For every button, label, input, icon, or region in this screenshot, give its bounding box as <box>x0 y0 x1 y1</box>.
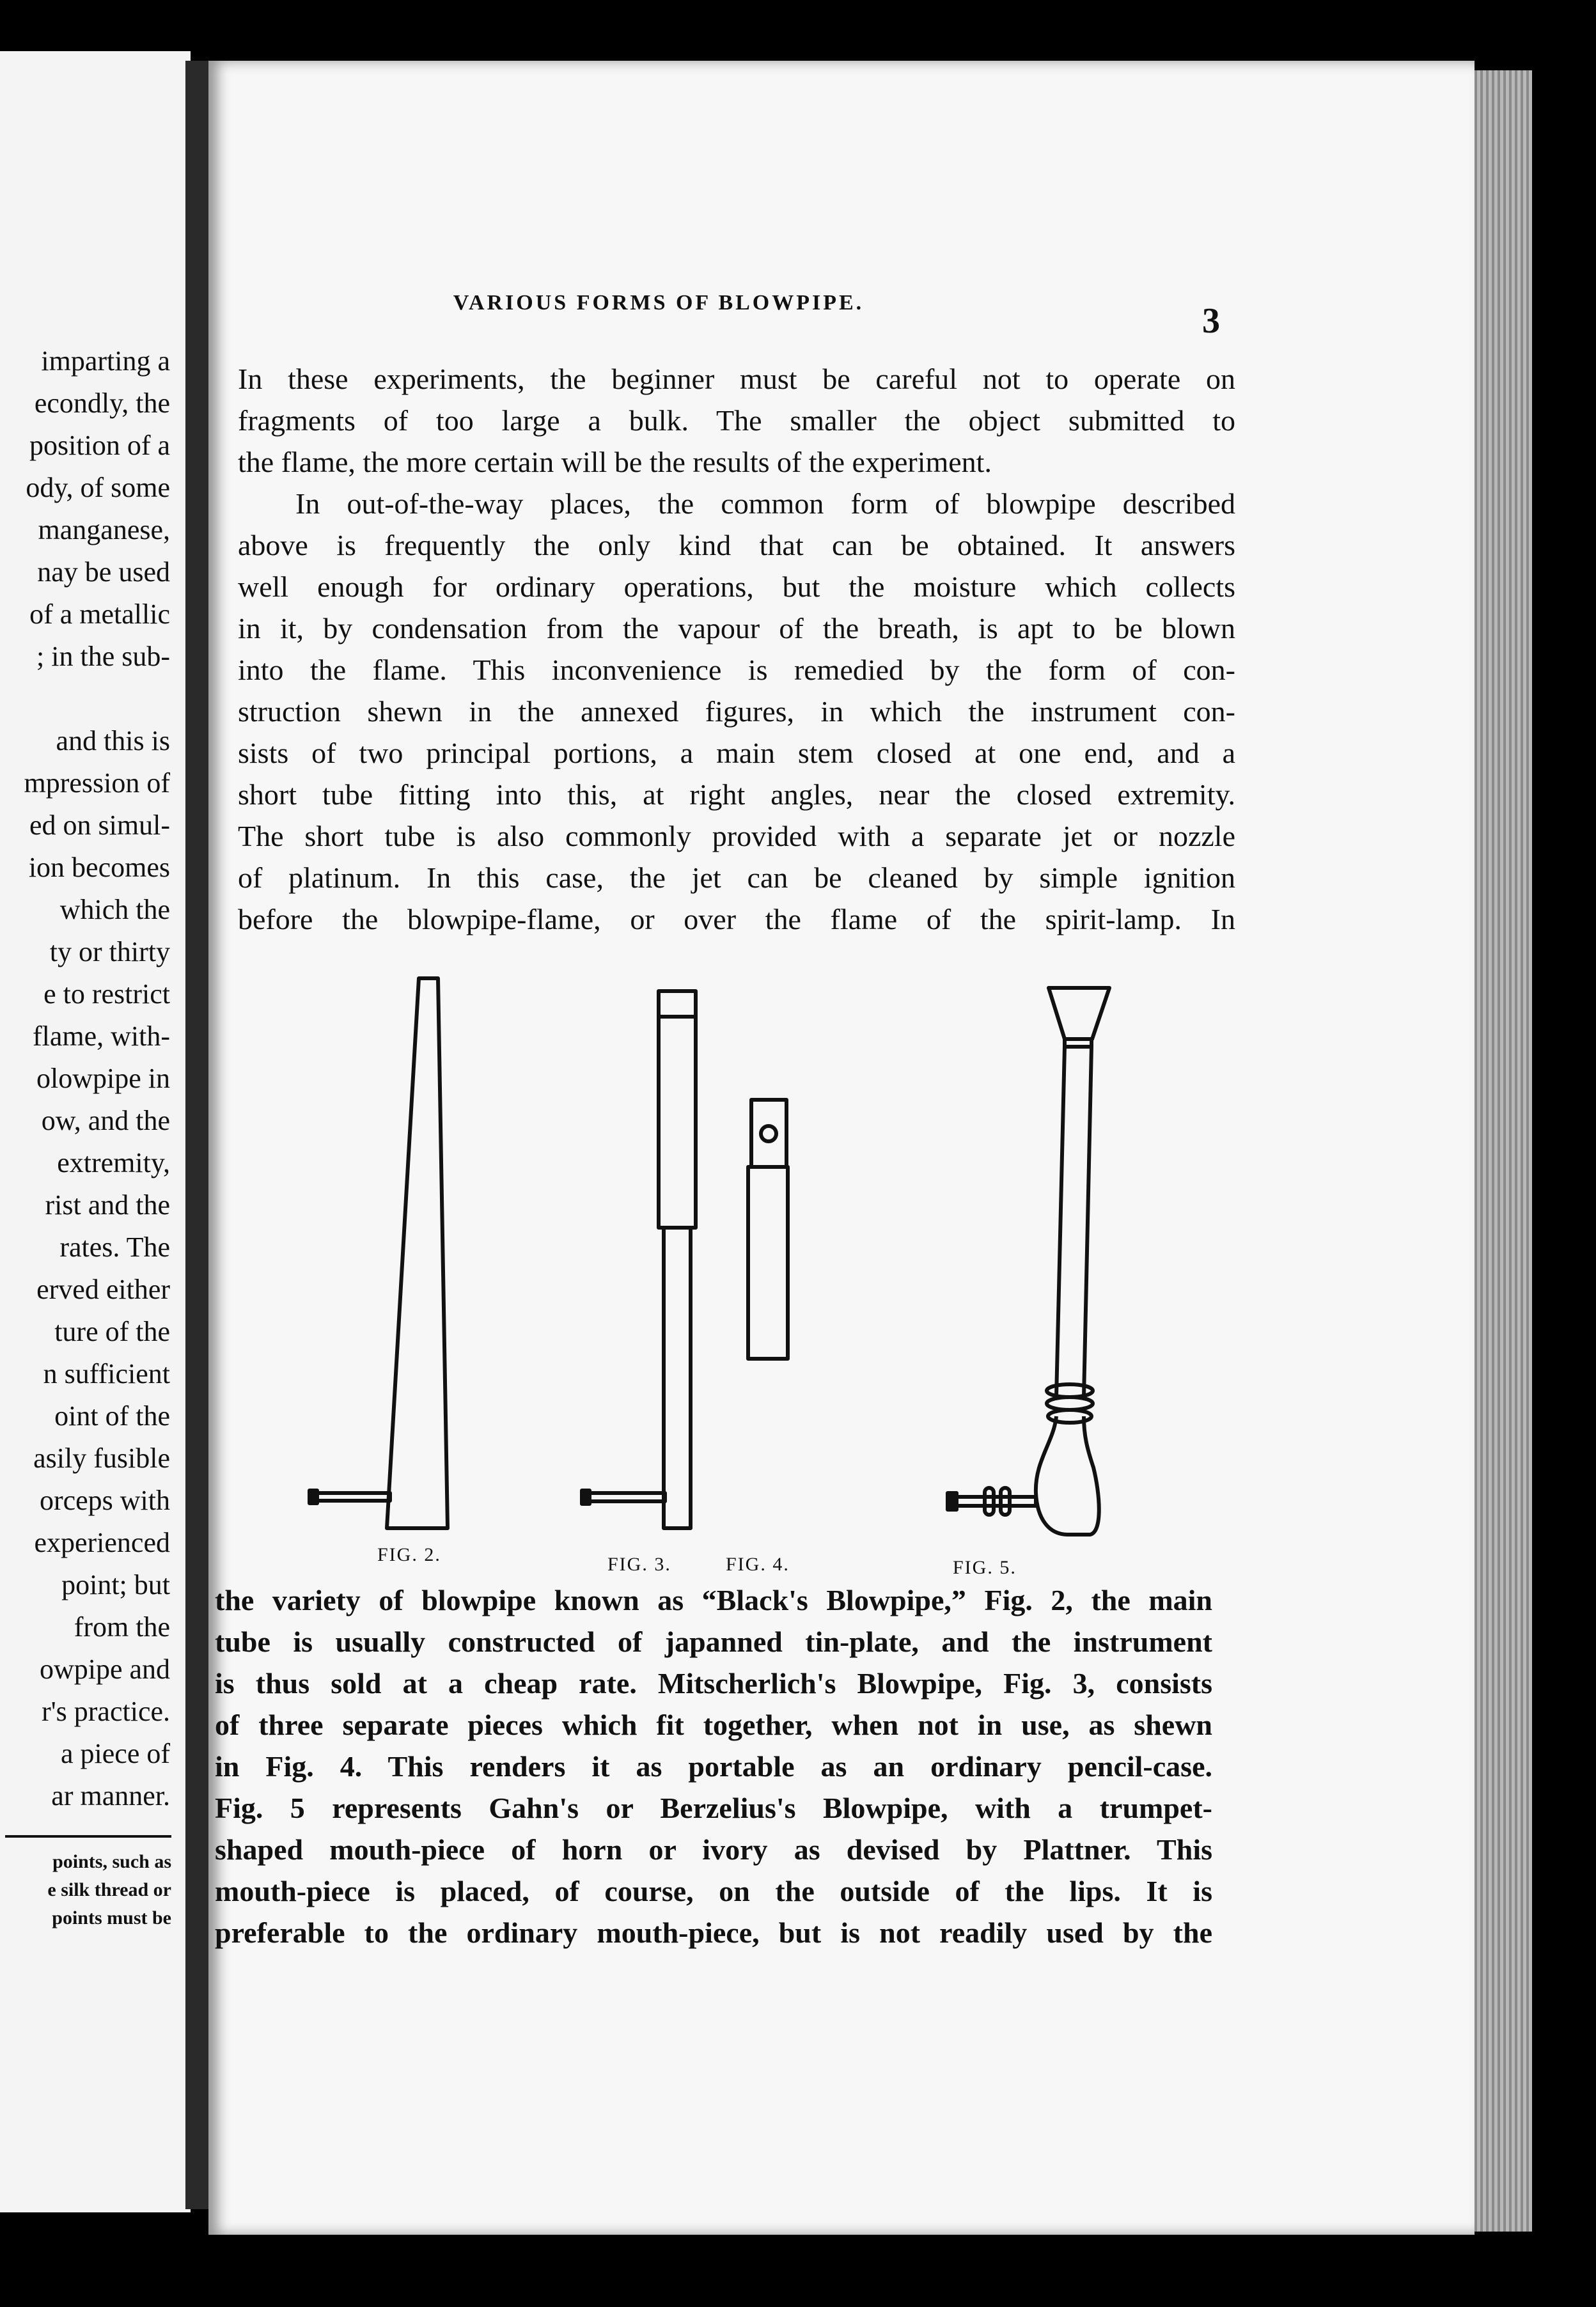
text-line: of three separate pieces which fit together, when not in use, as shewn <box>215 1709 1212 1741</box>
facing-page-footnote-line: points must be <box>52 1907 171 1928</box>
facing-page-line: which the <box>59 894 170 925</box>
text-line: of platinum. In this case, the jet can be cleaned by simple ignition <box>238 861 1235 894</box>
facing-page-line: ture of the <box>54 1316 170 1347</box>
facing-page-line: r's practice. <box>42 1696 170 1727</box>
text-line: before the blowpipe-flame, or over the flame of the spirit-lamp. In <box>238 903 1235 935</box>
body-text-top <box>238 358 1235 940</box>
facing-page-line <box>0 678 170 720</box>
text-line: the variety of blowpipe known as “Black's Blowpipe,” Fig. 2, the main <box>215 1584 1212 1616</box>
text-line: sists of two principal portions, a main stem closed at one end, and a <box>238 737 1235 769</box>
facing-page-footnote-line: points, such as <box>52 1851 171 1872</box>
facing-page-line: orceps with <box>39 1485 170 1516</box>
facing-page-line: rist and the <box>45 1189 170 1221</box>
fig5-gahns-blowpipe-illustration <box>948 988 1109 1535</box>
facing-page-line: ; in the sub- <box>36 641 170 672</box>
text-line: fragments of too large a bulk. The smaller the object submitted to <box>238 404 1235 437</box>
fig3-mitscherlich-blowpipe-illustration <box>582 991 696 1528</box>
facing-page-line: econdly, the <box>34 387 170 419</box>
facing-page-line: and this is <box>56 725 170 756</box>
facing-page-line: flame, with- <box>32 1021 170 1052</box>
text-line: In out-of-the-way places, the common form of blowpipe described <box>295 487 1235 520</box>
blowpipe-figures <box>281 956 1279 1583</box>
facing-page-line: n sufficient <box>43 1358 170 1389</box>
text-line: The short tube is also commonly provided with a separate jet or nozzle <box>238 820 1235 852</box>
fig2-caption: FIG. 2. <box>377 1544 441 1565</box>
fig3-caption: FIG. 3. <box>607 1554 671 1575</box>
page-edges <box>1475 70 1532 2232</box>
text-line: well enough for ordinary operations, but the moisture which collects <box>238 570 1235 603</box>
text-line: tube is usually constructed of japanned tin-plate, and the instrument <box>215 1625 1212 1658</box>
text-line: short tube fitting into this, at right angles, near the closed extremity. <box>238 778 1235 811</box>
facing-page <box>0 51 191 2212</box>
facing-page-line: experienced <box>34 1527 170 1558</box>
facing-page-line: a piece of <box>61 1738 170 1769</box>
fig2-blacks-blowpipe-illustration <box>309 978 448 1528</box>
text-line: the flame, the more certain will be the results of the experiment. <box>238 446 992 478</box>
facing-page-line: nay be used <box>37 556 170 588</box>
facing-page-line: position of a <box>29 430 170 461</box>
facing-page-line: owpipe and <box>39 1654 170 1685</box>
text-line: mouth-piece is placed, of course, on the outside of the lips. It is <box>215 1875 1212 1907</box>
facing-page-line: ar manner. <box>51 1780 170 1811</box>
fig4-caption: FIG. 4. <box>726 1554 790 1575</box>
text-line: into the flame. This inconvenience is remedied by the form of con- <box>238 653 1235 686</box>
body-text-bottom <box>215 1579 1212 1953</box>
facing-page-line: ow, and the <box>41 1105 170 1136</box>
text-line: in Fig. 4. This renders it as portable as an ordinary pencil-case. <box>215 1750 1212 1783</box>
text-line: in it, by condensation from the vapour of the breath, is apt to be blown <box>238 612 1235 645</box>
facing-page-line: manganese, <box>38 514 170 545</box>
text-line: preferable to the ordinary mouth-piece, but is not readily used by the <box>215 1916 1212 1949</box>
facing-page-line: ion becomes <box>28 852 170 883</box>
running-head: VARIOUS FORMS OF BLOWPIPE. <box>453 291 864 315</box>
facing-page-text <box>0 340 170 1817</box>
text-line: above is frequently the only kind that can be obtained. It answers <box>238 529 1235 561</box>
page-number: 3 <box>1202 301 1220 341</box>
facing-page-line: point; but <box>61 1569 170 1600</box>
text-line: is thus sold at a cheap rate. Mitscherlich's Blowpipe, Fig. 3, consists <box>215 1667 1212 1700</box>
figure-plate <box>281 956 1279 1583</box>
facing-page-line: from the <box>74 1611 170 1643</box>
facing-page-line: asily fusible <box>33 1443 170 1474</box>
facing-page-line: extremity, <box>57 1147 170 1178</box>
facing-page-line: ed on simul- <box>29 809 170 841</box>
fig5-caption: FIG. 5. <box>953 1557 1017 1578</box>
text-line: Fig. 5 represents Gahn's or Berzelius's Blowpipe, with a trumpet- <box>215 1792 1212 1824</box>
facing-page-line: erved either <box>36 1274 170 1305</box>
facing-page-line: oint of the <box>54 1400 170 1432</box>
facing-page-footnotes <box>5 1848 171 1932</box>
facing-page-line: mpression of <box>24 767 170 799</box>
facing-page-line: ty or thirty <box>49 936 170 967</box>
facing-page-footnote-line: e silk thread or <box>47 1879 171 1900</box>
facing-page-line: rates. The <box>59 1232 170 1263</box>
fig4-nested-pieces-illustration <box>748 1100 788 1359</box>
facing-page-line: e to restrict <box>43 978 170 1010</box>
facing-page-line: olowpipe in <box>36 1063 170 1094</box>
facing-page-line: ody, of some <box>26 472 170 503</box>
footnote-rule <box>5 1835 171 1838</box>
text-line: shaped mouth-piece of horn or ivory as devised by Plattner. This <box>215 1833 1212 1866</box>
text-line: struction shewn in the annexed figures, in which the instrument con- <box>238 695 1235 728</box>
text-line: In these experiments, the beginner must be careful not to operate on <box>238 363 1235 395</box>
facing-page-line: of a metallic <box>29 598 170 630</box>
facing-page-line: imparting a <box>41 345 170 377</box>
